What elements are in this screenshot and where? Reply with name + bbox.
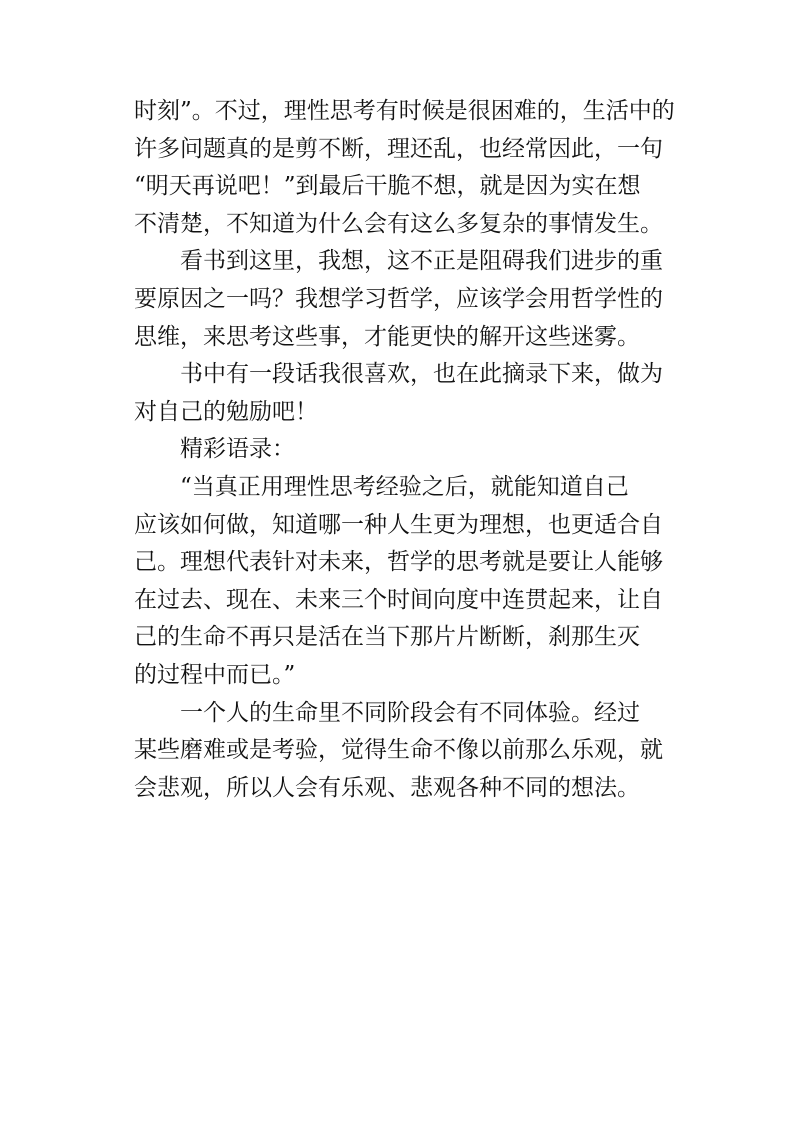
quote-line: 的过程中而已。”: [134, 661, 296, 688]
text-line: 看书到这里，我想，这不正是阻碍我们进步的重: [180, 248, 663, 275]
text-line: 一个人的生命里不同阶段会有不同体验。经过: [180, 699, 640, 726]
text-line: 时刻”。不过，理性思考有时候是很困难的，生活中的: [134, 98, 675, 124]
text-line: 不清楚，不知道为什么会有这么多复杂的事情发生。: [134, 210, 663, 237]
quote-line: 应该如何做，知道哪一种人生更为理想，也更适合自: [134, 511, 663, 538]
text-line: 思维，来思考这些事，才能更快的解开这些迷雾。: [134, 323, 640, 350]
quote-line: 己。理想代表针对未来，哲学的思考就是要让人能够: [134, 549, 663, 576]
quote-line: 己的生命不再只是活在当下那片片断断，刹那生灭: [134, 624, 640, 651]
text-line: 书中有一段话我很喜欢，也在此摘录下来，做为: [180, 361, 663, 388]
quote-line: 在过去、现在、未来三个时间向度中连贯起来，让自: [134, 586, 663, 613]
text-line: 许多问题真的是剪不断，理还乱，也经常因此，一句: [134, 135, 663, 162]
quote-line: “当真正用理性思考经验之后，就能知道自己: [180, 473, 629, 500]
text-line: 某些磨难或是考验，觉得生命不像以前那么乐观，就: [134, 737, 663, 764]
text-line: “明天再说吧！”到最后干脆不想，就是因为实在想: [134, 173, 641, 200]
section-heading: 精彩语录：: [180, 436, 295, 463]
document-body: [134, 93, 675, 807]
text-line: 会悲观，所以人会有乐观、悲观各种不同的想法。: [134, 774, 640, 801]
text-line: 要原因之一吗？我想学习哲学，应该学会用哲学性的: [134, 285, 663, 312]
text-line: 对自己的勉励吧！: [134, 398, 318, 425]
